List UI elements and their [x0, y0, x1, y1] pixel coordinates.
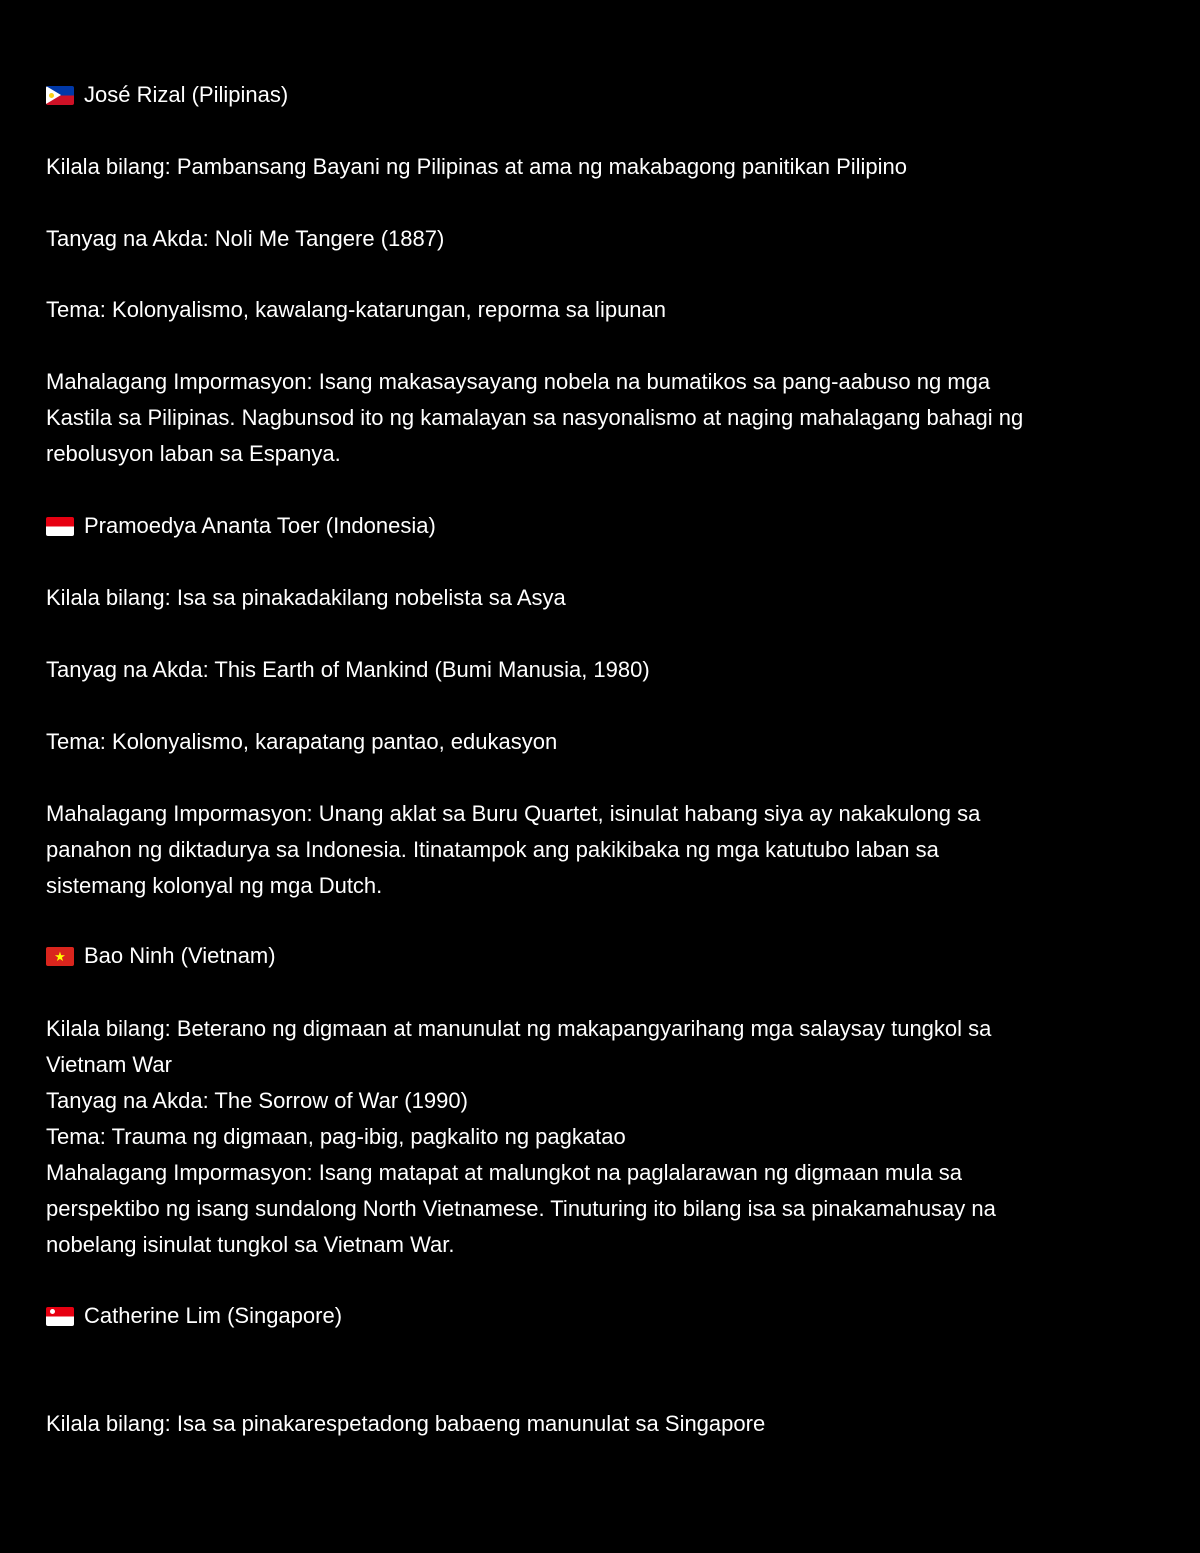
kilala-bilang-text: Kilala bilang: Isa sa pinakadakilang nobelista sa Asya [46, 585, 566, 610]
kilala-bilang-line: Kilala bilang: Beterano ng digmaan at manunulat ng makapangyarihang mga salaysay tungkol sa [46, 1016, 992, 1041]
mahalagang-impormasyon-text [46, 364, 1023, 472]
tema-text: Tema: Trauma ng digmaan, pag-ibig, pagkalito ng pagkatao [46, 1124, 626, 1149]
tanyag-na-akda-text: Tanyag na Akda: This Earth of Mankind (Bumi Manusia, 1980) [46, 657, 650, 682]
impormasyon-line: panahon ng diktadurya sa Indonesia. Itinatampok ang pakikibaka ng mga katutubo laban sa [46, 837, 939, 862]
author-heading-text: Bao Ninh (Vietnam) [84, 943, 276, 968]
tema-text: Tema: Kolonyalismo, kawalang-katarungan, reporma sa lipunan [46, 297, 667, 322]
tema-text: Tema: Kolonyalismo, karapatang pantao, edukasyon [46, 729, 558, 754]
impormasyon-line: nobelang isinulat tungkol sa Vietnam War. [46, 1232, 455, 1257]
impormasyon-line: rebolusyon laban sa Espanya. [46, 441, 341, 466]
vietnam-flag-icon [46, 947, 74, 966]
author-heading-text: Catherine Lim (Singapore) [84, 1303, 343, 1328]
indonesia-flag-icon [46, 517, 74, 536]
tanyag-na-akda-text: Tanyag na Akda: The Sorrow of War (1990) [46, 1088, 468, 1113]
impormasyon-line: sistemang kolonyal ng mga Dutch. [46, 873, 383, 898]
impormasyon-line: Mahalagang Impormasyon: Unang aklat sa Buru Quartet, isinulat habang siya ay nakakulong sa [46, 801, 981, 826]
impormasyon-line: Mahalagang Impormasyon: Isang matapat at malungkot na paglalarawan ng digmaan mula sa [46, 1160, 962, 1185]
singapore-flag-icon [46, 1307, 74, 1326]
author-heading-bao-ninh [46, 938, 276, 974]
author-heading-text: Pramoedya Ananta Toer (Indonesia) [84, 513, 436, 538]
author-heading-catherine-lim [46, 1298, 342, 1334]
mahalagang-impormasyon-text [46, 796, 980, 904]
impormasyon-line: Mahalagang Impormasyon: Isang makasaysayang nobela na bumatikos sa pang-aabuso ng mga [46, 369, 991, 394]
kilala-bilang-text: Kilala bilang: Isa sa pinakarespetadong babaeng manunulat sa Singapore [46, 1411, 766, 1436]
bao-ninh-details [46, 1011, 996, 1263]
tanyag-na-akda-text: Tanyag na Akda: Noli Me Tangere (1887) [46, 226, 445, 251]
impormasyon-line: perspektibo ng isang sundalong North Vietnamese. Tinuturing ito bilang isa sa pinakamahusay na [46, 1196, 996, 1221]
kilala-bilang-line: Vietnam War [46, 1052, 172, 1077]
kilala-bilang-text: Kilala bilang: Pambansang Bayani ng Pilipinas at ama ng makabagong panitikan Pilipino [46, 154, 908, 179]
author-heading-text: José Rizal (Pilipinas) [84, 82, 289, 107]
author-heading-pramoedya [46, 508, 436, 544]
philippines-flag-icon [46, 86, 74, 105]
impormasyon-line: Kastila sa Pilipinas. Nagbunsod ito ng kamalayan sa nasyonalismo at naging mahalagang bahagi ng [46, 405, 1024, 430]
author-heading-rizal [46, 77, 288, 113]
